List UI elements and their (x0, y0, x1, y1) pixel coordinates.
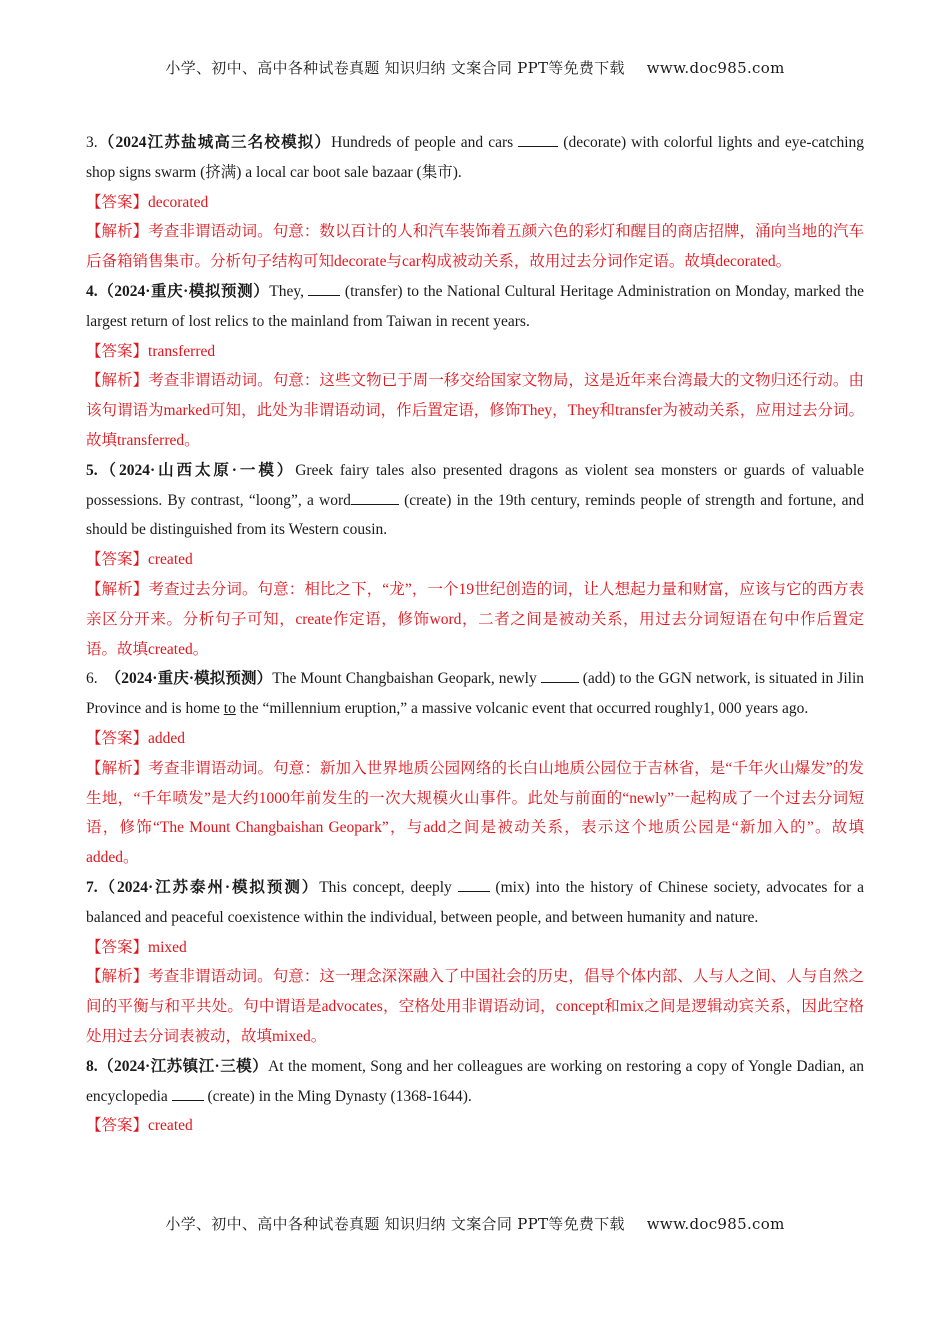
question-source: （2024江苏盐城高三名校模拟） (97, 134, 332, 151)
header-site-link[interactable]: www.doc985.com (646, 59, 785, 77)
footer-text: 小学、初中、高中各种试卷真题 知识归纳 文案合同 PPT等免费下载 (165, 1215, 625, 1233)
underlined-word: to (223, 700, 236, 718)
answer-line: 【答案】transferred (86, 342, 216, 360)
footer-site-link[interactable]: www.doc985.com (646, 1215, 785, 1233)
question-source: （2024·山西太原·一模） (97, 461, 296, 479)
question-source: （2024·重庆·模拟预测） (105, 670, 273, 688)
explanation: 【解析】考查非谓语动词。句意：数以百计的人和汽车装饰着五颜六色的彩灯和醒目的商店招牌，涌向当地的汽车后备箱销售集市。分析句子结构可知decorate与car构成被动关系，故用过去分词作定语。故填decorated。 (86, 223, 864, 271)
question-source: （2024·江苏镇江·三模） (97, 1057, 269, 1075)
question-8 (86, 1052, 864, 1141)
explanation: 【解析】考查非谓语动词。句意：新加入世界地质公园网络的长白山地质公园位于吉林省，是“千年火山爆发”的发生地，“千年喷发”是大约1000年前发生的一次大规模火山事件。此处与前面的“newly”一起构成了一个过去分词短语，修饰“The Mount Changbaishan Geopark”，与add之间是被动关系，表示这个地质公园是“新加入的”。故填added。 (86, 759, 864, 867)
answer-line: 【答案】added (86, 729, 186, 747)
header-text: 小学、初中、高中各种试卷真题 知识归纳 文案合同 PPT等免费下载 (165, 59, 625, 77)
answer-line: 【答案】created (86, 551, 193, 569)
answer-value: created (148, 551, 193, 569)
answer-blank (518, 132, 558, 147)
question-7 (86, 873, 864, 1052)
answer-line: 【答案】created (86, 1117, 193, 1135)
question-3 (86, 128, 864, 277)
question-5 (86, 456, 864, 665)
document-body (86, 128, 864, 1141)
answer-value: created (148, 1117, 193, 1135)
explanation: 【解析】考查非谓语动词。句意：这一理念深深融入了中国社会的历史，倡导个体内部、人与人之间、人与自然之间的平衡与和平共处。句中谓语是advocates，空格处用非谓语动词，concept和mix之间是逻辑动宾关系，因此空格处用过去分词表被动，故填mixed。 (86, 968, 864, 1045)
answer-blank (351, 490, 399, 505)
question-text: 7.（2024·江苏泰州·模拟预测）This concept, deeply (mix) into the history of Chinese society, advocates for a balanced and peaceful coexistence within the individual, between people, and between humanity and nature. (86, 878, 864, 926)
question-text: 4.（2024·重庆·模拟预测）They, (transfer) to the National Cultural Heritage Administration on Monday, marked the largest return of lost relics to the mainland from Taiwan in recent years. (86, 282, 865, 330)
answer-value: added (148, 729, 186, 747)
question-text: 3.（2024江苏盐城高三名校模拟）Hundreds of people and cars (decorate) with colorful lights and eye-catching shop signs swarm (挤满) a local car boot sale bazaar (集市). (86, 134, 865, 181)
answer-value: transferred (148, 342, 216, 360)
explanation: 【解析】考查非谓语动词。句意：这些文物已于周一移交给国家文物局，这是近年来台湾最大的文物归还行动。由该句谓语为marked可知，此处为非谓语动词，作后置定语，修饰They，They和transfer为被动关系，应用过去分词。故填transferred。 (86, 372, 864, 449)
page-footer (0, 1213, 950, 1234)
question-6 (86, 664, 864, 873)
question-source: （2024·重庆·模拟预测） (97, 282, 270, 300)
answer-value: mixed (148, 938, 187, 956)
answer-blank (172, 1086, 204, 1101)
explanation: 【解析】考查过去分词。句意：相比之下，“龙”，一个19世纪创造的词，让人想起力量和财富，应该与它的西方表亲区分开来。分析句子可知，create作定语，修饰word，二者之间是被动关系，用过去分词短语在句中作后置定语。故填created。 (86, 580, 864, 658)
answer-line: 【答案】mixed (86, 938, 187, 956)
question-text: 5.（2024·山西太原·一模）Greek fairy tales also presented dragons as violent sea monsters or guards of valuable possessions. By contrast, “loong”, a word (create) in the 19th century, reminds people of strength and fortune, and should be distinguished from its Western cousin. (86, 461, 864, 539)
question-4 (86, 277, 864, 456)
page-header (0, 57, 950, 78)
answer-line: 【答案】decorated (86, 193, 209, 211)
question-text: 6. （2024·重庆·模拟预测）The Mount Changbaishan Geopark, newly (add) to the GGN network, is situated in Jilin Province and is home to the “millennium eruption,” a massive volcanic event that occurred roughly1, 000 years ago. (86, 670, 865, 718)
answer-blank (308, 281, 340, 296)
question-source: （2024·江苏泰州·模拟预测） (97, 878, 320, 896)
question-text: 8.（2024·江苏镇江·三模）At the moment, Song and her colleagues are working on restoring a copy of Yongle Dadian, an encyclopedia (create) in the Ming Dynasty (1368-1644). (86, 1057, 865, 1105)
answer-blank (458, 877, 490, 892)
answer-value: decorated (148, 193, 209, 211)
answer-blank (541, 668, 579, 683)
